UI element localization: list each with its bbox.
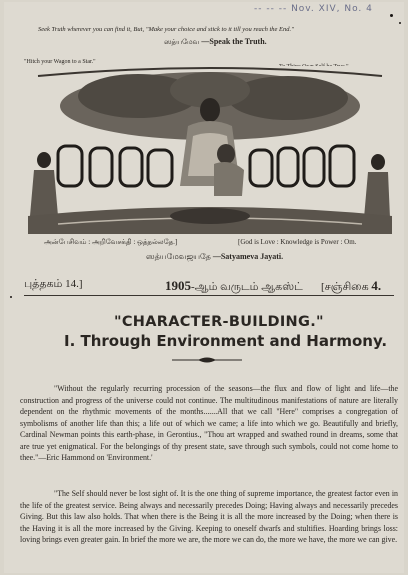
issue-line [24,278,394,294]
tamil-caption-left: அன்பேசிவம் : அறிவேசக்தி : ஒத்தல்லதே.] [44,238,178,246]
issue-date [165,278,303,295]
article-paragraph-1 [20,383,398,464]
paragraph-1-text: "Without the regularly recurring procession of the seasons—the flux and flow of light and life—the construction and progress of the universe could not continue. The multitudinous manifestations of nature are literally dependent on the rhythmic movements of the months.......All that we call "Here" comprises a congregation of symbolisms of another life than this; a life out of which we came; a life into which we go. Beautifully and briefly, Cardinal Newman points this earth-phase, in Gerontius., "Thou art wrapped and swathed round in dreams, some that are true yet enigmatical. For the belongings of thy present state, save through such symbols, could not come home to thee."—Eric Hammond on 'Environment.' [20,384,398,462]
ornament-divider-icon [170,356,244,364]
volume-tamil: புத்தகம் [24,278,63,290]
issue-number-tamil: [சஞ்சிகை [321,281,369,293]
ink-speck [390,14,393,17]
article-paragraph-2 [20,488,398,546]
issue-month-tamil: -ஆம் வருடம் ஆகஸ்ட் [191,281,303,293]
issue-number [321,278,381,295]
masthead-illustration-icon [18,66,402,238]
motto-hitch-wagon: "Hitch your Wagon to a Star." [24,59,96,65]
caption-satyameva-english: —Satyameva Jayati. [212,252,284,261]
masthead-illustration [18,66,402,238]
motto-top: Seek Truth wherever you can find it, But, "Make your choice and stick to it till you reach the End." [38,26,294,33]
motto-truth-tamil: ஸத்யமேவ [164,38,200,46]
divider-rule [24,295,394,296]
motto-speak-truth [164,37,267,47]
handwritten-note: -- -- -- Nov. XIV, No. 4 [254,4,373,14]
issue-number-value: 4. [371,278,382,293]
article-subtitle: I. Through Environment and Harmony. [64,332,388,350]
caption-satyameva [146,252,283,262]
article-title: "CHARACTER-BUILDING." [114,314,324,330]
caption-god-is-love: [God is Love : Knowledge is Power : Om. [238,238,357,246]
magazine-page [4,2,404,573]
ink-speck [399,22,401,24]
caption-satyameva-tamil: ஸத்யமேவஜயதே [146,252,211,261]
volume-label [24,278,83,292]
ink-speck [10,296,12,298]
motto-truth-english: —Speak the Truth. [201,37,267,46]
issue-year: 1905 [165,278,191,293]
paragraph-2-text: "The Self should never be lost sight of. It is the one thing of supreme importance, the greatest factor even in the life of the greatest service. Being always and necessarily precedes Doing; Having always and necessarily precedes Giving. But this law also holds. That when there is the Being it is all the more increased by the Doing; when there is the Having it is all the more increased by the Giving. Keeping to oneself dwarfs and stultifies. Hoarding brings loss: loving brings even greater gain. In brief the more we are, the more we can do, the more we have, the more we can give. [20,489,398,544]
volume-number: 14.] [65,278,83,290]
